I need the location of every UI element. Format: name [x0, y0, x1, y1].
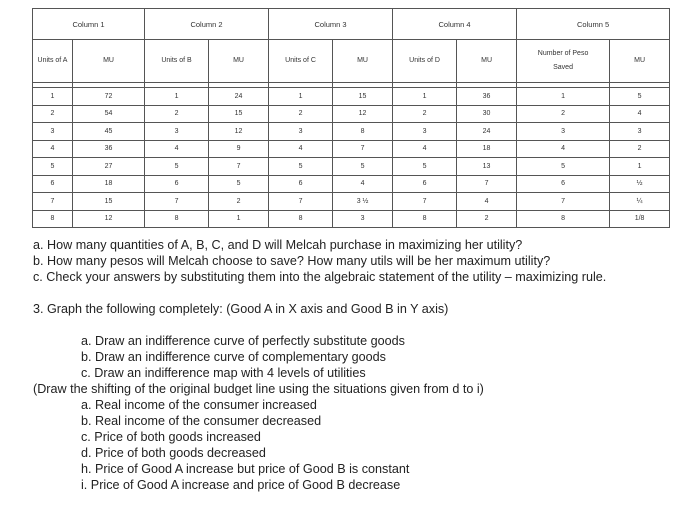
table-cell: 3 — [333, 210, 393, 228]
table-cell: 2 — [517, 105, 610, 123]
table-cell: 1 — [209, 210, 269, 228]
table-cell: 1 — [269, 88, 333, 106]
table-cell: 3 — [517, 123, 610, 141]
table-cell: 6 — [517, 175, 610, 193]
table-cell: 4 — [610, 105, 670, 123]
question-2c: c. Check your answers by substituting them into the algebraic statement of the utility – maximizing rule. — [33, 270, 607, 284]
table-cell: 12 — [209, 123, 269, 141]
table-cell: 7 — [209, 158, 269, 176]
table-cell: 5 — [269, 158, 333, 176]
table-row — [33, 175, 670, 193]
table-cell: 3 ½ — [333, 193, 393, 211]
table-cell: 5 — [610, 88, 670, 106]
shift-item-a: a. Real income of the consumer increased — [81, 398, 317, 412]
table-cell: ¼ — [610, 193, 670, 211]
table-cell: 8 — [33, 210, 73, 228]
table-cell: 36 — [457, 88, 517, 106]
table-cell: 3 — [610, 123, 670, 141]
sub-header-row — [33, 40, 670, 83]
sub-header: Number of Peso Saved — [517, 40, 610, 83]
shift-item-b: b. Real income of the consumer decreased — [81, 414, 322, 428]
table-cell: 1 — [517, 88, 610, 106]
question-3a: a. Draw an indifference curve of perfectly substitute goods — [81, 334, 405, 348]
shift-item-d: d. Price of both goods decreased — [81, 446, 266, 460]
table-cell: 24 — [209, 88, 269, 106]
shift-item-c: c. Price of both goods increased — [81, 430, 261, 444]
sub-header: MU — [209, 40, 269, 83]
question-3c: c. Draw an indifference map with 4 levels of utilities — [81, 366, 366, 380]
table-cell: 12 — [333, 105, 393, 123]
shift-item-h: h. Price of Good A increase but price of Good B is constant — [81, 462, 410, 476]
table-row — [33, 158, 670, 176]
table-cell: 6 — [269, 175, 333, 193]
sub-header: Units of D — [393, 40, 457, 83]
sub-header: Units of B — [145, 40, 209, 83]
group-header: Column 2 — [145, 9, 269, 40]
group-header: Column 5 — [517, 9, 670, 40]
table-cell: ½ — [610, 175, 670, 193]
table-row — [33, 193, 670, 211]
table-cell: 2 — [33, 105, 73, 123]
table-cell: 72 — [73, 88, 145, 106]
table-cell: 4 — [269, 140, 333, 158]
table-cell: 36 — [73, 140, 145, 158]
table-cell: 18 — [457, 140, 517, 158]
table-row — [33, 140, 670, 158]
table-cell: 3 — [393, 123, 457, 141]
table-cell: 24 — [457, 123, 517, 141]
table-cell: 4 — [517, 140, 610, 158]
group-header: Column 1 — [33, 9, 145, 40]
question-2b: b. How many pesos will Melcah choose to save? How many utils will be her maximum utility? — [33, 254, 551, 268]
questions-section — [33, 237, 663, 493]
question-2a: a. How many quantities of A, B, C, and D will Melcah purchase in maximizing her utility? — [33, 238, 523, 252]
table-cell: 8 — [269, 210, 333, 228]
table-cell: 1/8 — [610, 210, 670, 228]
table-cell: 5 — [333, 158, 393, 176]
table-cell: 9 — [209, 140, 269, 158]
table-cell: 6 — [33, 175, 73, 193]
table-cell: 5 — [517, 158, 610, 176]
table-cell: 7 — [269, 193, 333, 211]
table-body — [33, 88, 670, 228]
table-cell: 30 — [457, 105, 517, 123]
shift-item-i: i. Price of Good A increase and price of Good B decrease — [81, 478, 401, 492]
table-cell: 5 — [393, 158, 457, 176]
table-cell: 2 — [269, 105, 333, 123]
table-cell: 1 — [145, 88, 209, 106]
table-cell: 7 — [393, 193, 457, 211]
table-cell: 15 — [209, 105, 269, 123]
table-row — [33, 88, 670, 106]
table-cell: 12 — [73, 210, 145, 228]
sub-header: MU — [73, 40, 145, 83]
table-cell: 15 — [73, 193, 145, 211]
table-cell: 6 — [145, 175, 209, 193]
table-cell: 27 — [73, 158, 145, 176]
group-header-row — [33, 9, 670, 40]
question-3-title: 3. Graph the following completely: (Good A in X axis and Good B in Y axis) — [33, 302, 449, 316]
table-cell: 2 — [393, 105, 457, 123]
table-cell: 8 — [393, 210, 457, 228]
table-cell: 18 — [73, 175, 145, 193]
table-cell: 7 — [33, 193, 73, 211]
question-3b: b. Draw an indifference curve of complementary goods — [81, 350, 386, 364]
table-cell: 1 — [610, 158, 670, 176]
table-cell: 7 — [457, 175, 517, 193]
table-cell: 4 — [333, 175, 393, 193]
group-header: Column 3 — [269, 9, 393, 40]
table-cell: 6 — [393, 175, 457, 193]
table-cell: 4 — [393, 140, 457, 158]
table-cell: 5 — [33, 158, 73, 176]
table-cell: 7 — [145, 193, 209, 211]
table-cell: 3 — [33, 123, 73, 141]
table-cell: 54 — [73, 105, 145, 123]
table-cell: 5 — [209, 175, 269, 193]
sub-header: MU — [457, 40, 517, 83]
table-cell: 2 — [209, 193, 269, 211]
table-cell: 15 — [333, 88, 393, 106]
table-cell: 4 — [457, 193, 517, 211]
table-cell: 2 — [610, 140, 670, 158]
table-cell: 3 — [145, 123, 209, 141]
table-cell: 2 — [145, 105, 209, 123]
table-cell: 3 — [269, 123, 333, 141]
table-cell: 7 — [517, 193, 610, 211]
marginal-utility-table — [32, 8, 670, 228]
shift-note: (Draw the shifting of the original budget line using the situations given from d to i) — [33, 382, 484, 396]
table-cell: 5 — [145, 158, 209, 176]
table-cell: 4 — [145, 140, 209, 158]
table-cell: 4 — [33, 140, 73, 158]
table-cell: 45 — [73, 123, 145, 141]
table-cell: 1 — [393, 88, 457, 106]
sub-header: Units of A — [33, 40, 73, 83]
table-cell: 8 — [333, 123, 393, 141]
table-row — [33, 105, 670, 123]
group-header: Column 4 — [393, 9, 517, 40]
table-cell: 8 — [517, 210, 610, 228]
sub-header: MU — [333, 40, 393, 83]
table-cell: 2 — [457, 210, 517, 228]
sub-header: Units of C — [269, 40, 333, 83]
sub-header: MU — [610, 40, 670, 83]
table-cell: 1 — [33, 88, 73, 106]
table-cell: 8 — [145, 210, 209, 228]
table-row — [33, 123, 670, 141]
table-cell: 13 — [457, 158, 517, 176]
utility-table-container — [32, 8, 670, 228]
table-row — [33, 210, 670, 228]
table-cell: 7 — [333, 140, 393, 158]
